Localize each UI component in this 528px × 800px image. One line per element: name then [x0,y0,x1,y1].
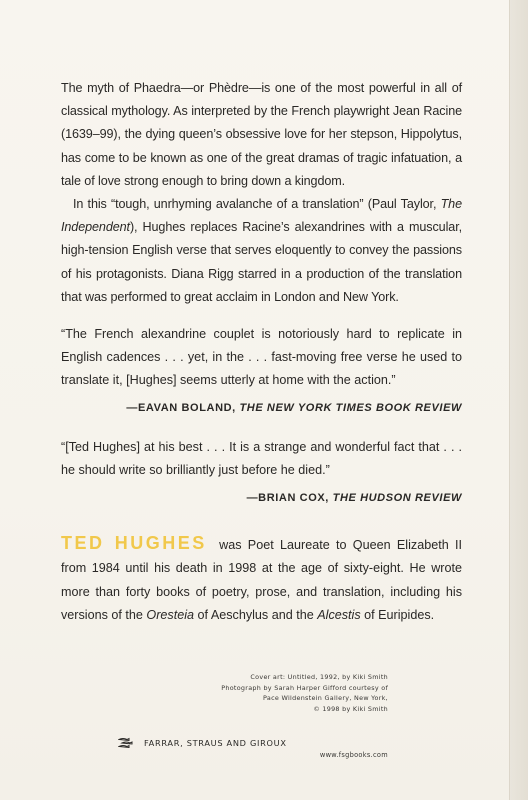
italic-title: Oresteia [146,607,195,622]
cover-credits [128,672,388,714]
synopsis-paragraph-1 [61,77,462,193]
credit-line: © 1998 by Kiki Smith [313,704,388,713]
author-name: TED HUGHES [61,533,207,553]
review-attribution [61,487,462,510]
review-quote-cox [61,436,462,510]
publisher-name: FARRAR, STRAUS AND GIROUX [144,737,287,748]
text-segment: In this “tough, unrhyming avalanche of a translation” (Paul Taylor, [73,197,441,212]
fsg-fish-logo-icon [118,737,136,748]
spine-edge [509,0,528,800]
publisher-website: www.fsgbooks.com [319,751,388,759]
credit-line: Cover art: Untitled, 1992, by Kiki Smith [250,673,388,681]
text-segment: of Aeschylus and the [194,607,318,622]
text-segment: of Euripides. [360,607,435,622]
italic-title: The Independent [61,197,462,235]
text-segment: ), Hughes replaces Racine’s alexandrines with a muscular, high-tension English verse that serves eloquently to convey the passions of his protagonists. Diana Rigg starred in a production of the translation that was performed to great acclaim in London and New York. [61,220,462,304]
author-bio [61,532,462,627]
review-author: —EAVAN BOLAND, [126,402,240,414]
text-segment: was Poet Laureate to Queen Elizabeth II from 1984 until his death in 1998 at the age of sixty-eight. He wrote more than forty books of poetry, prose, and translation, including his versions of the [61,538,462,622]
review-author: —BRIAN COX, [246,492,333,504]
review-source: THE NEW YORK TIMES BOOK REVIEW [239,402,462,414]
review-quote-text: “[Ted Hughes] at his best . . . It is a strange and wonderful fact that . . . he should write so brilliantly just before he died.” [61,440,462,477]
review-quote-boland [61,323,462,420]
synopsis-paragraph-2 [61,193,462,309]
synopsis [61,77,462,309]
review-source: THE HUDSON REVIEW [332,492,462,504]
review-attribution [61,397,462,420]
italic-title: Alcestis [317,607,361,622]
credit-line: Pace Wildenstein Gallery, New York, [263,694,388,703]
review-quote-text: “The French alexandrine couplet is notoriously hard to replicate in English cadences . . . yet, in the . . . fast-moving free verse he used to translate it, [Hughes] seems utterly at home with the action.” [61,327,462,387]
publisher-imprint [118,737,388,748]
text-segment: The myth of Phaedra—or Phèdre—is one of the most powerful in all of classical mythology. As interpreted by the French playwright Jean Racine (1639–99), the dying queen’s obsessive love for her stepson, Hippolytus, has come to be known as one of the great dramas of tragic infatuation, a tale of love strong enough to bring down a kingdom. [61,81,462,188]
credit-line: Photograph by Sarah Harper Gifford courtesy of [221,683,388,692]
